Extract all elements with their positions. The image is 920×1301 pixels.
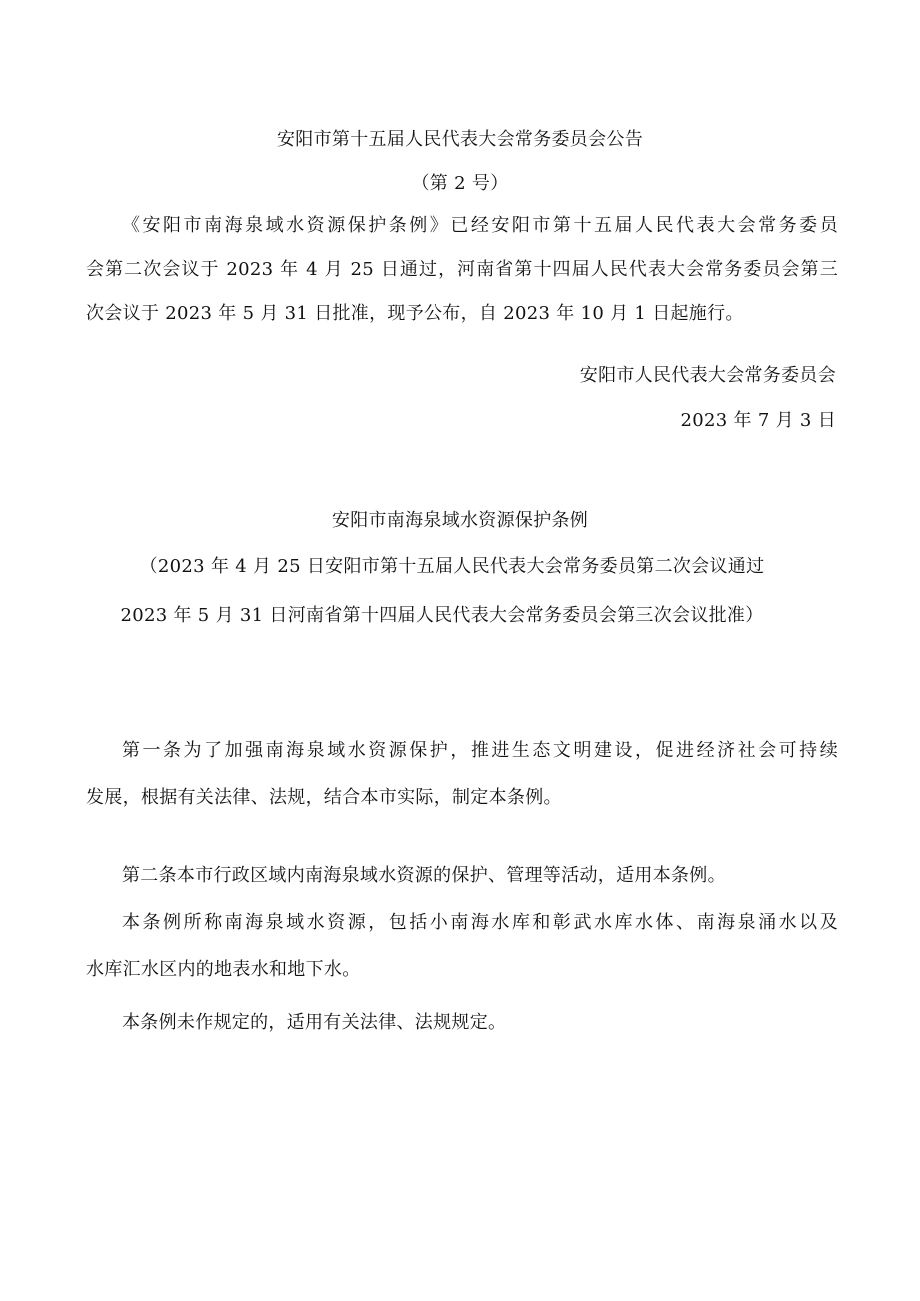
- regulation-adoption-line-1: （2023 年 4 月 25 日安阳市第十五届人民代表大会常务委员第二次会议通过: [139, 556, 765, 577]
- article-2-paragraph-3-line: 本条例未作规定的，适用有关法律、法规规定。: [122, 1012, 507, 1033]
- announcement-title: 安阳市第十五届人民代表大会常务委员会公告: [277, 129, 643, 150]
- announcement-date: 2023 年 7 月 3 日: [680, 410, 836, 431]
- announcement-number: （第 2 号）: [411, 173, 509, 194]
- announcement-body-line-2: 会第二次会议于 2023 年 4 月 25 日通过，河南省第十四届人民代表大会常务委员会第三: [86, 259, 838, 280]
- regulation-title: 安阳市南海泉域水资源保护条例: [331, 510, 589, 531]
- announcement-body-line-1: 《安阳市南海泉域水资源保护条例》已经安阳市第十五届人民代表大会常务委员: [122, 215, 838, 236]
- regulation-adoption-line-2: 2023 年 5 月 31 日河南省第十四届人民代表大会常务委员会第三次会议批准）: [120, 605, 764, 626]
- article-1-line-1: 第一条为了加强南海泉域水资源保护，推进生态文明建设，促进经济社会可持续: [122, 740, 838, 761]
- announcement-body-line-3: 次会议于 2023 年 5 月 31 日批准，现予公布，自 2023 年 10 月 1 日起施行。: [86, 303, 744, 324]
- article-1-line-2: 发展，根据有关法律、法规，结合本市实际，制定本条例。: [86, 787, 562, 808]
- article-2-paragraph-2-line-1: 本条例所称南海泉域水资源，包括小南海水库和彰武水库水体、南海泉涌水以及: [122, 912, 838, 933]
- announcement-issuer: 安阳市人民代表大会常务委员会: [579, 365, 836, 386]
- article-2-paragraph-2-line-2: 水库汇水区内的地表水和地下水。: [86, 959, 361, 980]
- article-2-line: 第二条本市行政区域内南海泉域水资源的保护、管理等活动，适用本条例。: [122, 865, 726, 886]
